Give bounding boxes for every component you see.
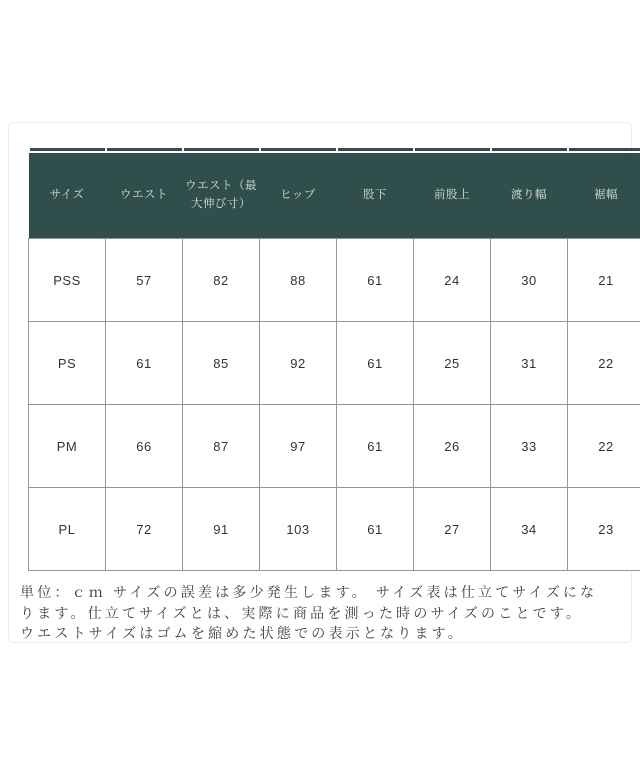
value-cell: 33 [491, 405, 568, 488]
value-cell: 72 [106, 488, 183, 571]
size-note-line-2: ります。仕立てサイズとは、実際に商品を測った時のサイズのことです。 [20, 604, 584, 621]
table-row-PM [29, 405, 640, 488]
value-cell: 66 [106, 405, 183, 488]
size-chart-panel [8, 122, 632, 643]
column-header-2: ウエスト（最大伸び寸） [183, 153, 260, 239]
size-table-head [29, 153, 640, 239]
table-row-PS [29, 322, 640, 405]
column-header-0: サイズ [29, 153, 106, 239]
table-row-PL [29, 488, 640, 571]
value-cell: 23 [568, 488, 640, 571]
size-note-line-3: ウエストサイズはゴムを縮めた状態での表示となります。 [20, 625, 465, 641]
value-cell: 61 [106, 322, 183, 405]
size-table-body [29, 239, 640, 571]
size-note-line-1: 単位：ｃｍ サイズの誤差は多少発生します。 サイズ表は仕立てサイズにな [20, 584, 598, 600]
size-table-header-row [29, 153, 640, 239]
value-cell: 27 [414, 488, 491, 571]
value-cell: 26 [414, 405, 491, 488]
table-row-PSS [29, 239, 640, 322]
size-cell: PS [29, 322, 106, 405]
column-header-6: 渡り幅 [491, 153, 568, 239]
value-cell: 87 [183, 405, 260, 488]
value-cell: 25 [414, 322, 491, 405]
value-cell: 24 [414, 239, 491, 322]
column-header-3: ヒップ [260, 153, 337, 239]
column-header-7: 裾幅 [568, 153, 640, 239]
value-cell: 61 [337, 488, 414, 571]
value-cell: 31 [491, 322, 568, 405]
column-header-5: 前股上 [414, 153, 491, 239]
size-cell: PL [29, 488, 106, 571]
value-cell: 103 [260, 488, 337, 571]
value-cell: 22 [568, 322, 640, 405]
value-cell: 85 [183, 322, 260, 405]
value-cell: 97 [260, 405, 337, 488]
value-cell: 22 [568, 405, 640, 488]
value-cell: 88 [260, 239, 337, 322]
size-cell: PSS [29, 239, 106, 322]
value-cell: 30 [491, 239, 568, 322]
value-cell: 91 [183, 488, 260, 571]
value-cell: 61 [337, 239, 414, 322]
value-cell: 21 [568, 239, 640, 322]
column-header-1: ウエスト [106, 153, 183, 239]
value-cell: 82 [183, 239, 260, 322]
size-cell: PM [29, 405, 106, 488]
size-notes [20, 582, 622, 644]
column-header-4: 股下 [337, 153, 414, 239]
value-cell: 61 [337, 322, 414, 405]
size-table [28, 153, 640, 571]
value-cell: 61 [337, 405, 414, 488]
value-cell: 57 [106, 239, 183, 322]
value-cell: 34 [491, 488, 568, 571]
value-cell: 92 [260, 322, 337, 405]
